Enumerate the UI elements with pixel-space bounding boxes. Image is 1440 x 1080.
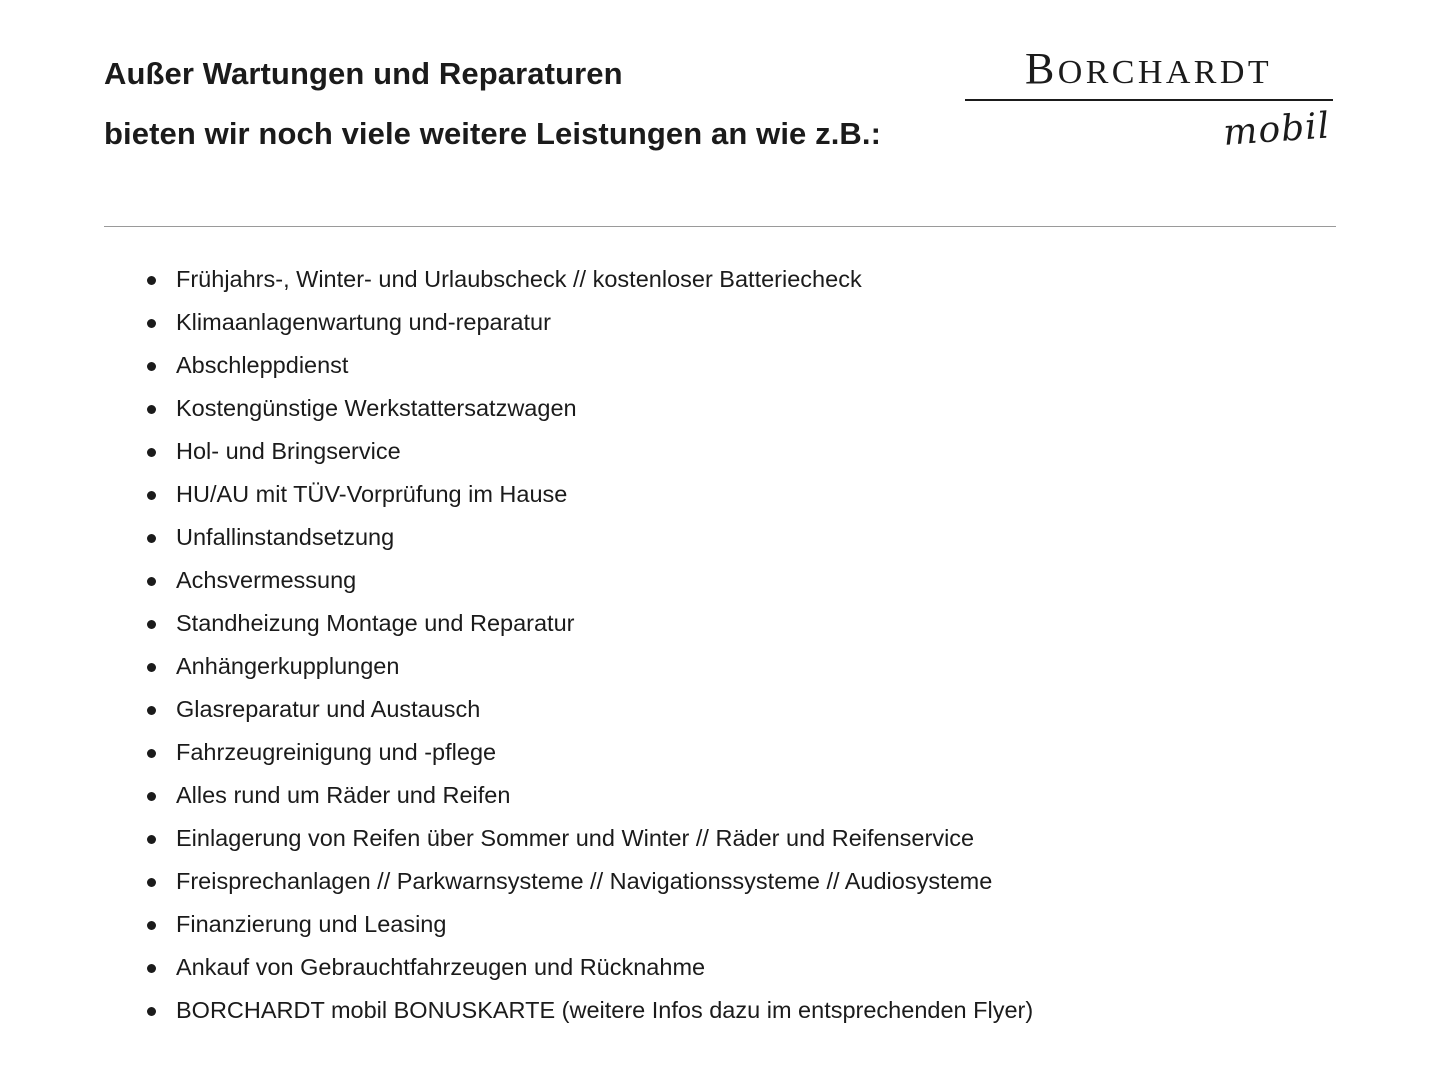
bullet-icon xyxy=(147,921,156,930)
list-item-label: Alles rund um Räder und Reifen xyxy=(176,782,511,808)
bullet-icon xyxy=(147,749,156,758)
list-item-label: Einlagerung von Reifen über Sommer und Winter // Räder und Reifenservice xyxy=(176,825,975,851)
list-item xyxy=(140,731,1390,774)
bullet-icon xyxy=(147,706,156,715)
logo-underline xyxy=(965,99,1333,101)
list-item-label: Frühjahrs-, Winter- und Urlaubscheck // kostenloser Batteriecheck xyxy=(176,266,862,292)
bullet-icon xyxy=(147,362,156,371)
list-item-label: Standheizung Montage und Reparatur xyxy=(176,610,575,636)
list-item-label: Anhängerkupplungen xyxy=(176,653,400,679)
brand-logo xyxy=(961,44,1336,155)
bullet-icon xyxy=(147,835,156,844)
list-item-label: Glasreparatur und Austausch xyxy=(176,696,481,722)
list-item-label: Hol- und Bringservice xyxy=(176,438,401,464)
list-item xyxy=(140,516,1390,559)
bullet-icon xyxy=(147,792,156,801)
list-item-label: Unfallinstandsetzung xyxy=(176,524,395,550)
list-item xyxy=(140,559,1390,602)
bullet-icon xyxy=(147,319,156,328)
list-item-label: Fahrzeugreinigung und -pflege xyxy=(176,739,497,765)
list-item xyxy=(140,258,1390,301)
list-item-label: HU/AU mit TÜV-Vorprüfung im Hause xyxy=(176,481,568,507)
list-item xyxy=(140,989,1390,1032)
logo-wordmark-initial: B xyxy=(1025,44,1058,93)
list-item-label: Achsvermessung xyxy=(176,567,357,593)
list-item xyxy=(140,688,1390,731)
page-title-line-2: bieten wir noch viele weitere Leistungen an wie z.B.: xyxy=(104,116,882,151)
list-item xyxy=(140,817,1390,860)
list-item-label: Kostengünstige Werkstattersatzwagen xyxy=(176,395,577,421)
list-item xyxy=(140,860,1390,903)
list-item xyxy=(140,946,1390,989)
bullet-icon xyxy=(147,1007,156,1016)
list-item xyxy=(140,473,1390,516)
page-header xyxy=(104,44,1336,155)
list-item xyxy=(140,301,1390,344)
services-list xyxy=(140,258,1390,1032)
bullet-icon xyxy=(147,276,156,285)
list-item-label: Abschleppdienst xyxy=(176,352,349,378)
logo-wordmark-rest: ORCHARDT xyxy=(1057,54,1272,91)
bullet-icon xyxy=(147,491,156,500)
list-item xyxy=(140,387,1390,430)
bullet-icon xyxy=(147,964,156,973)
list-item xyxy=(140,344,1390,387)
bullet-icon xyxy=(147,534,156,543)
bullet-icon xyxy=(147,448,156,457)
list-item xyxy=(140,602,1390,645)
list-item xyxy=(140,774,1390,817)
page-title-line-1: Außer Wartungen und Reparaturen xyxy=(104,56,623,91)
bullet-icon xyxy=(147,620,156,629)
list-item-label: Klimaanlagenwartung und-reparatur xyxy=(176,309,551,335)
list-item xyxy=(140,903,1390,946)
list-item xyxy=(140,645,1390,688)
logo-wordmark xyxy=(961,46,1336,92)
list-item-label: Freisprechanlagen // Parkwarnsysteme // Navigationssysteme // Audiosysteme xyxy=(176,868,993,894)
bullet-icon xyxy=(147,405,156,414)
header-divider xyxy=(104,226,1336,227)
logo-script-mobil: mobil xyxy=(1221,105,1332,155)
bullet-icon xyxy=(147,577,156,586)
bullet-icon xyxy=(147,878,156,887)
list-item-label: BORCHARDT mobil BONUSKARTE (weitere Infos dazu im entsprechenden Flyer) xyxy=(176,997,1034,1023)
list-item-label: Ankauf von Gebrauchtfahrzeugen und Rücknahme xyxy=(176,954,706,980)
list-item xyxy=(140,430,1390,473)
list-item-label: Finanzierung und Leasing xyxy=(176,911,447,937)
bullet-icon xyxy=(147,663,156,672)
